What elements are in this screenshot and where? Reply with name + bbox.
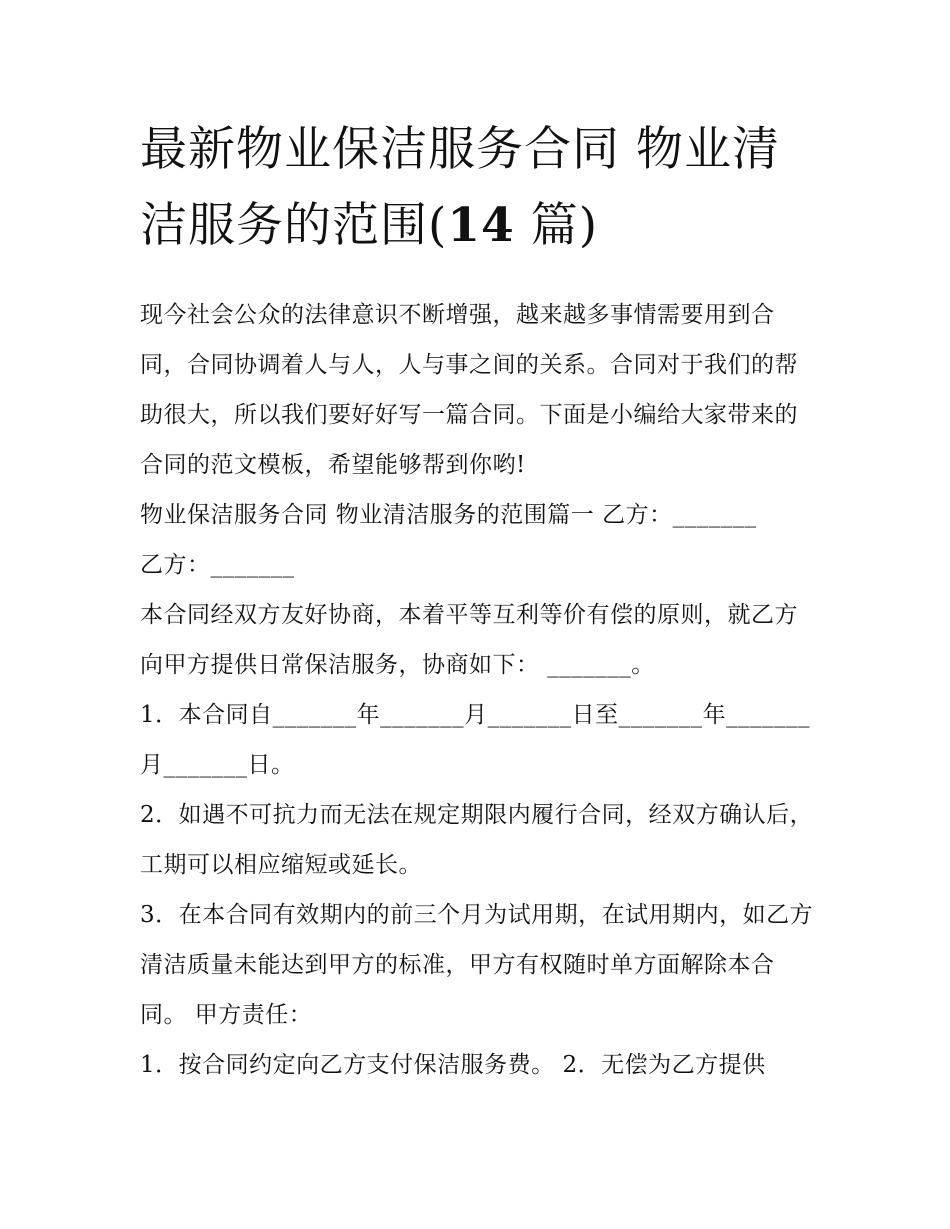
clause-1: 1．本合同自_______年_______月_______日至_______年_______月_______日。 xyxy=(140,702,811,778)
document-body xyxy=(140,290,815,1090)
party-b-line: 乙方：_______ xyxy=(140,552,295,578)
document-title xyxy=(140,112,815,264)
title-text-part2: 篇) xyxy=(514,198,599,253)
document-page xyxy=(140,112,815,1090)
intro-paragraph: 现今社会公众的法律意识不断增强，越来越多事情需要用到合同，合同协调着人与人，人与事之间的关系。合同对于我们的帮助很大，所以我们要好好写一篇合同。下面是小编给大家带来的合同的范文模板，希望能够帮到你哟! xyxy=(140,302,798,478)
contract-heading-line: 物业保洁服务合同 物业清洁服务的范围篇一 乙方：_______ xyxy=(140,502,757,528)
title-text-part1: 最新物业保洁服务合同 物业清洁服务的范围( xyxy=(140,122,780,253)
agreement-paragraph: 本合同经双方友好协商，本着平等互利等价有偿的原则，就乙方向甲方提供日常保洁服务，协商如下： _______。 xyxy=(140,602,798,678)
clause-3: 3．在本合同有效期内的前三个月为试用期，在试用期内，如乙方清洁质量未能达到甲方的标准，甲方有权随时单方面解除本合同。 甲方责任： xyxy=(140,902,814,1028)
title-count: 14 xyxy=(447,198,515,253)
clause-2: 2．如遇不可抗力而无法在规定期限内履行合同，经双方确认后，工期可以相应缩短或延长。 xyxy=(140,802,814,878)
party-a-duties: 1．按合同约定向乙方支付保洁服务费。 2．无偿为乙方提供 xyxy=(140,1052,766,1078)
